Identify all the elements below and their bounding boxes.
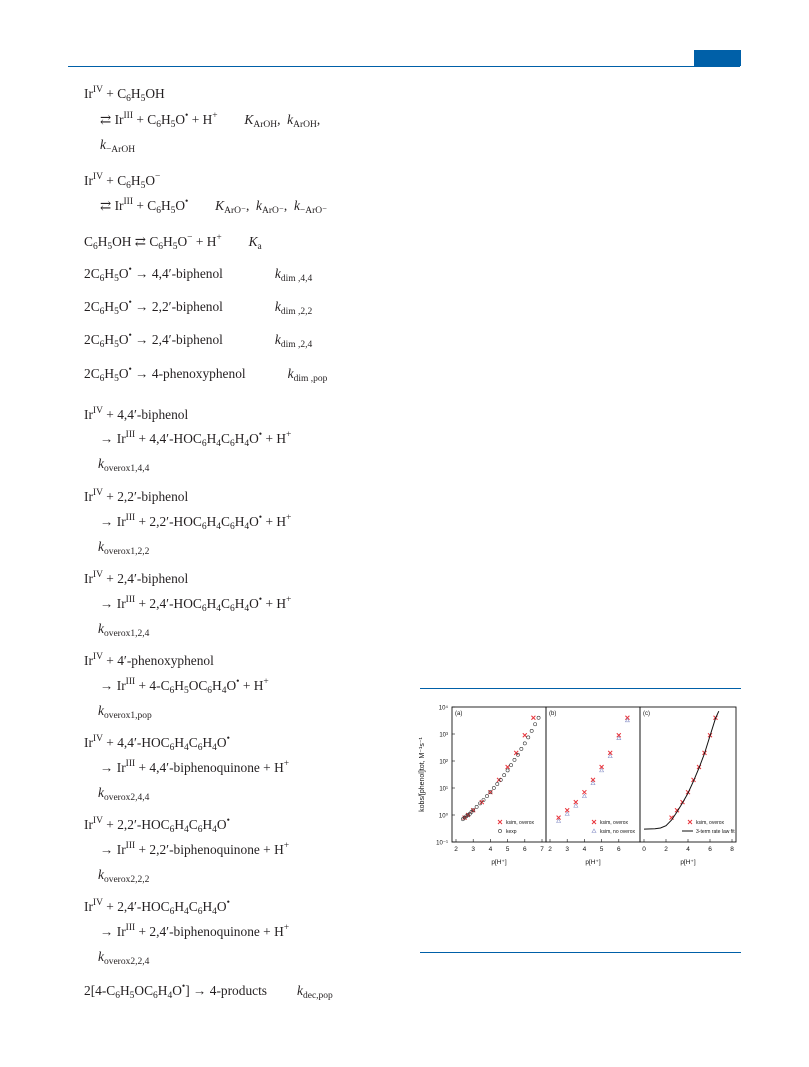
legend-label: ksim, overox <box>696 820 725 826</box>
legend-label: ksim, overox <box>506 820 535 826</box>
legend-marker <box>592 829 596 833</box>
data-point-circle <box>492 786 495 789</box>
x-tick-label: 2 <box>454 846 458 853</box>
reaction-line: ⇄ $Ir^{III} + C_6H_5O^• + H^+$ $K_{ArOH}$, $k_{ArOH}$, <box>100 111 321 130</box>
reaction-line: → $Ir^{III} + 2,4'-HOC_6H_4C_6H_4O^• + H^+$ <box>100 595 292 614</box>
reaction-line: → $Ir^{III}$ + 2,4′-biphenoquinone + H+ <box>100 923 290 939</box>
data-point-triangle <box>574 804 578 808</box>
x-tick-label: 5 <box>599 846 604 853</box>
y-tick-label: 10¹ <box>439 786 448 793</box>
data-point-circle <box>509 764 512 767</box>
data-point-x <box>523 733 527 737</box>
data-point-circle <box>506 769 509 772</box>
x-tick-label: 2 <box>664 846 668 853</box>
x-axis-label: p[H⁺] <box>680 859 696 866</box>
y-axis-label: kobs/[phenol]tot, M⁻¹s⁻¹ <box>419 737 426 812</box>
reaction-line: $Ir^{IV}$ + 2,4′-biphenol <box>84 570 189 586</box>
legend-marker <box>498 820 502 824</box>
reaction-line: → $Ir^{III}$ + 4,4′-biphenoquinone + H+ <box>100 759 290 775</box>
x-tick-label: 3 <box>471 846 476 853</box>
reaction-line: → $Ir^{III} + 2,2'-HOC_6H_4C_6H_4O^• + H^+$ <box>100 513 292 532</box>
data-point-circle <box>537 716 540 719</box>
y-tick-label: 10³ <box>439 732 448 739</box>
legend-label: 3-term rate law fit <box>696 829 735 835</box>
data-point-x <box>625 716 629 720</box>
fit-line <box>644 711 719 829</box>
figure-bottom-rule <box>420 952 741 953</box>
reaction-line: $k_{overox1,2,2}$ <box>98 539 150 557</box>
x-tick-label: 6 <box>708 846 712 853</box>
reaction-line: $2C_6H_5O^•$ → 2,4′-biphenol $k_{dim ,2,4}$ <box>84 331 313 350</box>
data-point-x <box>531 716 535 720</box>
reaction-line: $k_{overox2,2,2}$ <box>98 867 150 885</box>
legend-label: ksim, no overox <box>600 829 636 835</box>
reaction-line: → $Ir^{III}$ + 2,2′-biphenoquinone + H+ <box>100 841 290 857</box>
data-point-circle <box>520 747 523 750</box>
data-point-triangle <box>582 794 586 798</box>
y-tick-label: 10⁰ <box>438 813 448 820</box>
data-point-circle <box>530 729 533 732</box>
y-tick-label: 10² <box>439 759 448 766</box>
reaction-line: $Ir^{IV} + C_6H_5O^-$ <box>84 172 161 191</box>
y-tick-label: 10⁻¹ <box>436 840 448 847</box>
panel-label: (b) <box>549 711 557 717</box>
x-axis-label: p[H⁺] <box>585 859 601 866</box>
legend-label: ksim, overox <box>600 820 629 826</box>
x-tick-label: 4 <box>686 846 690 853</box>
x-tick-label: 6 <box>616 846 621 853</box>
x-tick-label: 8 <box>730 846 734 853</box>
panel-label: (a) <box>455 711 463 717</box>
panel-label: (c) <box>643 711 650 717</box>
reaction-line: $k_{overox1,2,4}$ <box>98 621 150 639</box>
data-point-x <box>506 765 510 769</box>
reaction-line: $Ir^{IV}$ + 4′-phenoxyphenol <box>84 652 214 668</box>
reaction-line: $2[4-C_6H_5OC_6H_4O^•]$ → 4-products $k_{dec,pop}$ <box>84 982 333 1001</box>
figure-chart <box>418 695 748 875</box>
figure-top-rule <box>420 688 741 689</box>
reaction-line: $k_{-ArOH}$ <box>100 137 136 155</box>
reaction-line: → $Ir^{III} + 4-C_6H_5OC_6H_4O^• + H^+$ <box>100 677 269 696</box>
reaction-line: $2C_6H_5O^•$ → 2,2′-biphenol $k_{dim ,2,2}$ <box>84 298 313 317</box>
x-tick-label: 2 <box>548 846 552 853</box>
reaction-line: → $Ir^{III} + 4,4'-HOC_6H_4C_6H_4O^• + H^+$ <box>100 430 292 449</box>
reaction-line: $Ir^{IV} + 2,4'-HOC_6H_4C_6H_4O^•$ <box>84 898 230 917</box>
data-point-circle <box>475 805 478 808</box>
x-axis-label: p[H⁺] <box>491 859 507 866</box>
y-tick-label: 10⁴ <box>438 705 448 712</box>
x-tick-label: 4 <box>582 846 587 853</box>
reaction-line: $2C_6H_5O^•$ → 4-phenoxyphenol $k_{dim ,pop}$ <box>84 365 328 384</box>
data-point-triangle <box>565 812 569 816</box>
x-tick-label: 0 <box>642 846 646 853</box>
data-point-circle <box>527 736 530 739</box>
reaction-line: $k_{overox2,2,4}$ <box>98 949 150 967</box>
data-point-circle <box>523 742 526 745</box>
reaction-line: $k_{overox1,4,4}$ <box>98 456 150 474</box>
legend-marker <box>592 820 596 824</box>
x-tick-label: 7 <box>540 846 544 853</box>
legend-label: kexp <box>506 829 517 835</box>
data-point-circle <box>534 723 537 726</box>
reaction-line: $Ir^{IV}$ + 4,4′-biphenol <box>84 406 189 422</box>
reaction-line: $k_{overox1,pop}$ <box>98 703 152 721</box>
reaction-line: $Ir^{IV} + C_6H_5OH$ <box>84 85 165 104</box>
reaction-line: $Ir^{IV} + 4,4'-HOC_6H_4C_6H_4O^•$ <box>84 734 230 753</box>
x-tick-label: 4 <box>488 846 493 853</box>
x-tick-label: 3 <box>565 846 570 853</box>
reaction-line: $Ir^{IV} + 2,2'-HOC_6H_4C_6H_4O^•$ <box>84 816 230 835</box>
data-point-circle <box>503 774 506 777</box>
reaction-line: ⇄ $Ir^{III} + C_6H_5O^•$ $K_{ArO^-}$, $k_{ArO^-}$, $k_{-ArO^-}$ <box>100 197 328 216</box>
reaction-line: $Ir^{IV}$ + 2,2′-biphenol <box>84 488 189 504</box>
reaction-line: $C_6H_5OH$ ⇄ $C_6H_5O^- + H^+$ $K_a$ <box>84 233 262 252</box>
header-rule <box>68 66 740 67</box>
legend-marker <box>688 820 692 824</box>
header-accent-box <box>694 50 741 66</box>
data-point-circle <box>513 758 516 761</box>
x-tick-label: 5 <box>505 846 510 853</box>
legend-marker <box>498 829 501 832</box>
reaction-line: $2C_6H_5O^•$ → 4,4′-biphenol $k_{dim ,4,4}$ <box>84 265 313 284</box>
data-point-circle <box>496 782 499 785</box>
reaction-line: $k_{overox2,4,4}$ <box>98 785 150 803</box>
x-tick-label: 6 <box>522 846 527 853</box>
data-point-circle <box>485 795 488 798</box>
